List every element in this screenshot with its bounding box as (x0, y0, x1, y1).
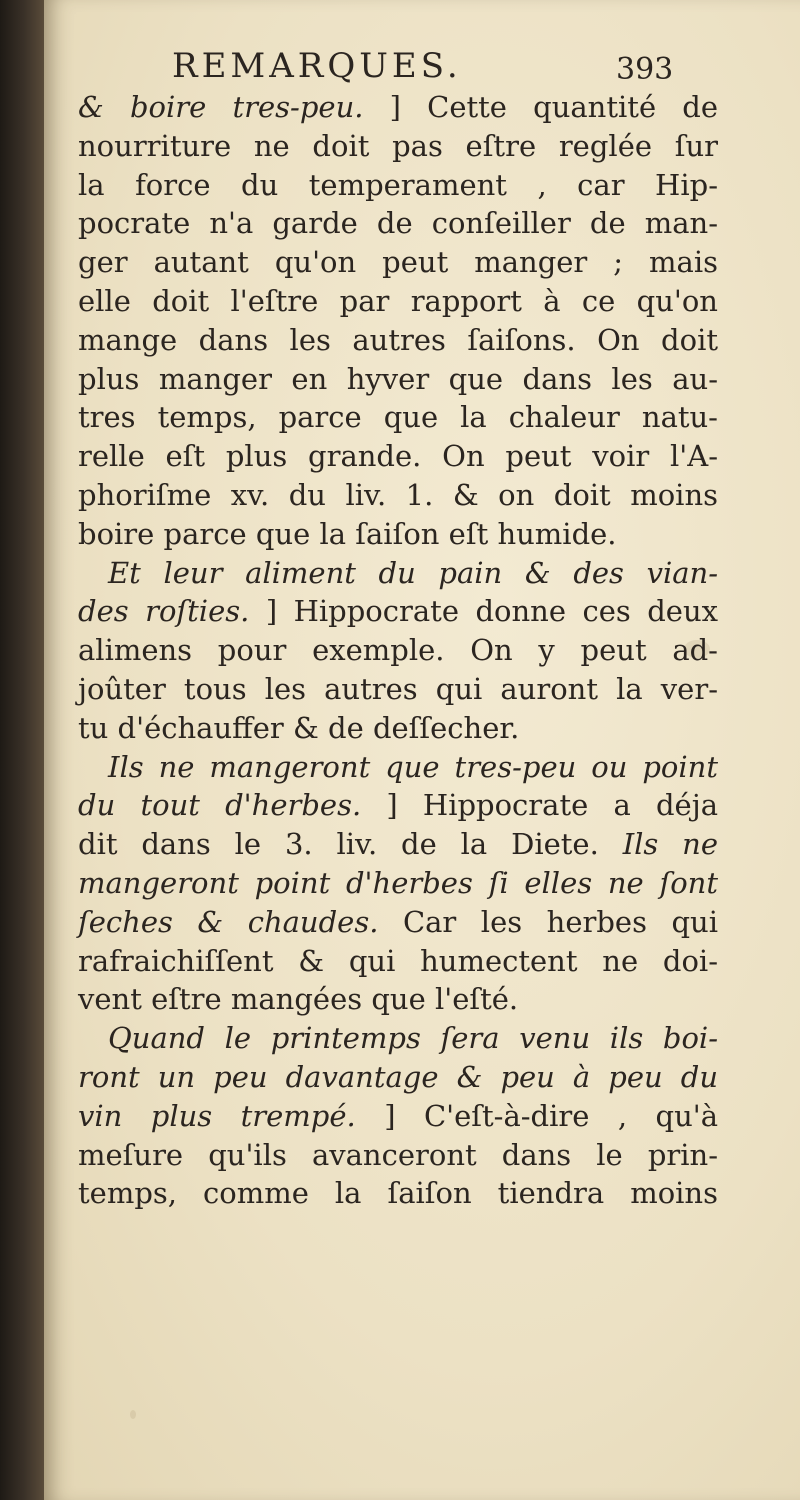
text-line (78, 1019, 718, 1058)
text-line (78, 321, 718, 360)
text-line (78, 127, 718, 166)
text-run: Car les herbes qui (378, 904, 718, 939)
text-run: ] Hippocrate a déja (361, 788, 718, 823)
text-run: meſure qu'ils avanceront dans le prin- (78, 1137, 718, 1172)
text-run: dit dans le 3. liv. de la Diete. (78, 827, 623, 862)
text-line (78, 748, 718, 787)
text-line (78, 554, 718, 593)
text-line (78, 282, 718, 321)
text-line (78, 398, 718, 437)
text-run: temps, comme la ſaiſon tiendra moins (78, 1176, 718, 1211)
book-page (44, 0, 800, 1500)
text-run: relle eſt plus grande. On peut voir l'A- (78, 439, 718, 474)
book-binding-edge (0, 0, 44, 1500)
italic-text-run: & boire tres-peu. (78, 90, 364, 124)
text-line (78, 709, 718, 748)
italic-text-run: ront un peu davantage & peu à peu du (78, 1059, 718, 1094)
text-line (78, 476, 718, 515)
text-line (78, 1136, 718, 1175)
text-run: tu d'échauffer & de deſſecher. (78, 710, 520, 745)
text-run: vent eſtre mangées que l'eſté. (78, 982, 519, 1017)
text-line (78, 980, 718, 1019)
text-line (78, 1097, 718, 1136)
text-run: mange dans les autres ſaiſons. On doit (78, 322, 718, 357)
text-run: pocrate n'a garde de conſeiller de man- (78, 206, 718, 241)
italic-text-run: ſeches & chaudes. (78, 904, 379, 939)
text-run: alimens pour exemple. On y peut ad- (78, 633, 718, 668)
text-line (78, 786, 718, 825)
text-line (78, 1058, 718, 1097)
italic-text-run: du tout d'herbes. (78, 788, 362, 823)
text-run: ] C'eſt-à-dire , qu'à (355, 1098, 719, 1133)
text-line (78, 243, 718, 282)
text-line (78, 825, 718, 864)
text-line (78, 88, 718, 127)
running-head: REMARQUES. (172, 46, 462, 86)
text-line (78, 592, 718, 631)
text-line (78, 437, 718, 476)
text-run: la force du temperament , car Hip- (78, 167, 718, 202)
italic-text-run: Quand le printemps ſera venu ils boi- (108, 1021, 718, 1056)
text-line (78, 1174, 718, 1213)
text-run: nourriture ne doit pas eſtre reglée ſur (78, 128, 718, 163)
italic-text-run: Ils ne mangeront que tres-peu ou point (108, 749, 718, 784)
text-line (78, 670, 718, 709)
text-line (78, 204, 718, 243)
body-text (78, 88, 718, 1213)
text-run: tres temps, parce que la chaleur natu- (78, 400, 718, 435)
text-run: ] Cette quantité de (363, 90, 719, 124)
text-line (78, 903, 718, 942)
page-number: 393 (616, 52, 674, 87)
text-run: ] Hippocrate donne ces deux (249, 594, 718, 629)
italic-text-run: vin plus trempé. (78, 1098, 356, 1133)
text-line (78, 864, 718, 903)
paper-foxing-spot (130, 1410, 136, 1419)
text-run: joûter tous les autres qui auront la ver- (78, 671, 718, 706)
text-run: phoriſme xv. du liv. 1. & on doit moins (78, 477, 718, 512)
text-line (78, 631, 718, 670)
italic-text-run: Ils ne (622, 827, 719, 862)
text-line (78, 360, 718, 399)
italic-text-run: mangeront point d'herbes ſi elles ne ſont (78, 865, 718, 900)
page-header (44, 40, 800, 92)
text-line (78, 515, 718, 554)
text-run: boire parce que la ſaiſon eſt humide. (78, 516, 617, 551)
italic-text-run: Et leur aliment du pain & des vian- (108, 555, 718, 590)
text-line (78, 166, 718, 205)
text-run: rafraichiſſent & qui humectent ne doi- (78, 943, 718, 978)
text-run: ger autant qu'on peut manger ; mais (78, 245, 718, 280)
italic-text-run: des roſties. (78, 594, 250, 629)
text-line (78, 942, 718, 981)
text-run: elle doit l'eſtre par rapport à ce qu'on (78, 283, 718, 318)
text-run: plus manger en hyver que dans les au- (78, 361, 718, 396)
